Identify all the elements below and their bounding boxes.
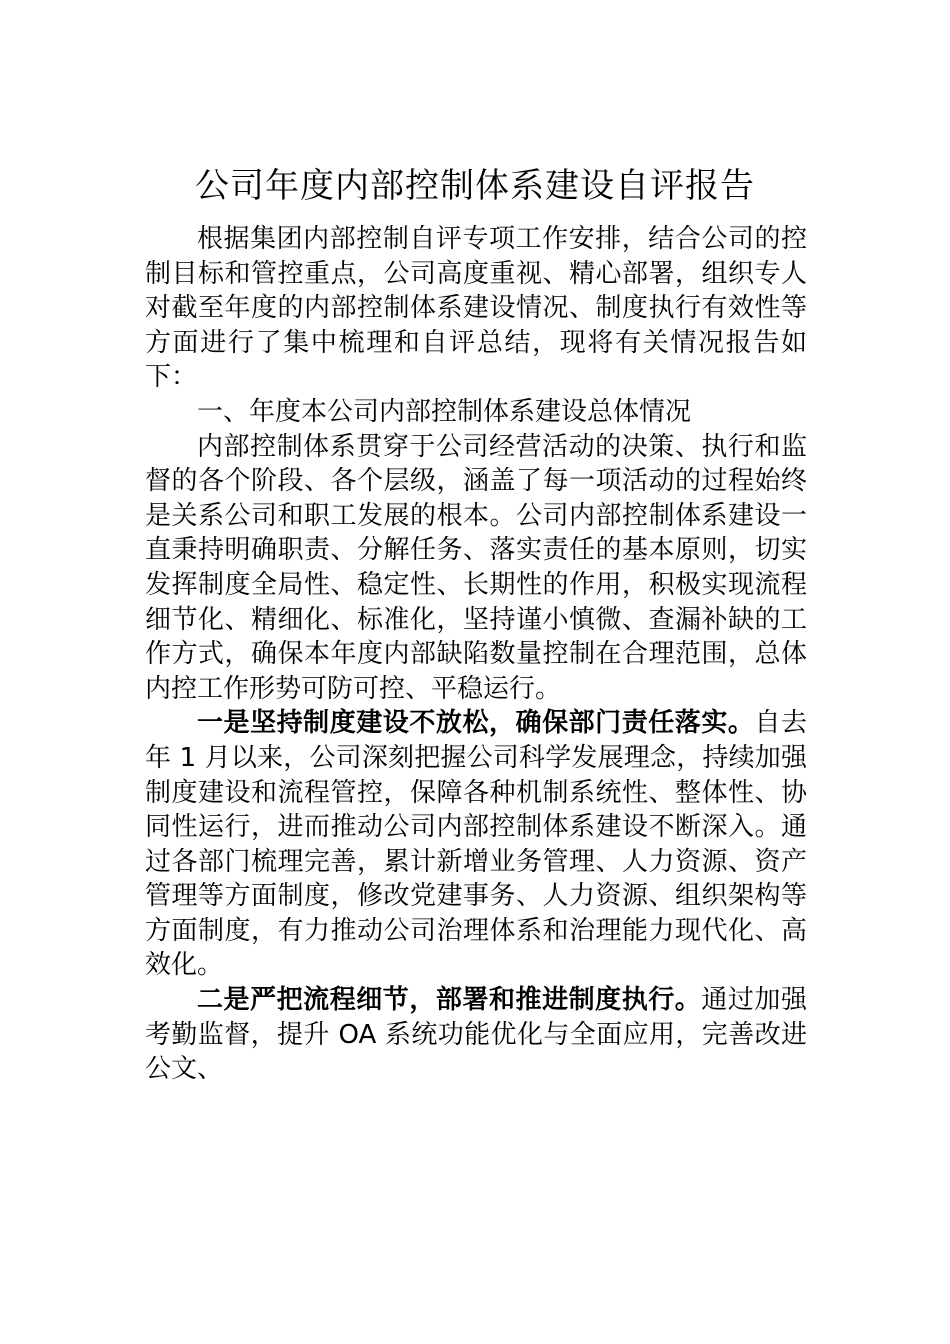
paragraph-point-1-lead: 一是坚持制度建设不放松，确保部门责任落实。 [197,708,755,739]
document-title: 公司年度内部控制体系建设自评报告 [195,166,755,206]
section-heading-1 [145,395,807,430]
paragraph-overview [145,430,807,707]
paragraph-intro-text: 根据集团内部控制自评专项工作安排，结合公司的控制目标和管控重点，公司高度重视、精心部署，组织专人对截至年度的内部控制体系建设情况、制度执行有效性等方面进行了集中梳理和自评总结，现将有关情况报告如下： [145,224,807,393]
paragraph-overview-text: 内部控制体系贯穿于公司经营活动的决策、执行和监督的各个阶段、各个层级，涵盖了每一项活动的过程始终是关系公司和职工发展的根本。公司内部控制体系建设一直秉持明确职责、分解任务、落实责任的基本原则，切实发挥制度全局性、稳定性、长期性的作用，积极实现流程细节化、精细化、标准化，坚持谨小慎微、查漏补缺的工作方式，确保本年度内部缺陷数量控制在合理范围，总体内控工作形势可防可控、平稳运行。 [145,431,807,704]
paragraph-point-2-text: 通过加强考勤监督，提升 OA 系统功能优化与全面应用，完善改进公文、 [145,985,807,1085]
document-body [145,222,807,1087]
paragraph-point-2 [145,983,807,1087]
paragraph-point-2-lead: 二是严把流程细节，部署和推进制度执行。 [197,985,702,1016]
paragraph-point-1-text: 自去年 1 月以来，公司深刻把握公司科学发展理念，持续加强制度建设和流程管控，保障各种机制系统性、整体性、协同性运行，进而推动公司内部控制体系建设不断深入。通过各部门梳理完善，累计新增业务管理、人力资源、资产管理等方面制度，修改党建事务、人力资源、组织架构等方面制度，有力推动公司治理体系和治理能力现代化、高效化。 [145,708,807,981]
paragraph-point-1 [145,706,807,983]
section-heading-1-text: 一、年度本公司内部控制体系建设总体情况 [197,396,692,427]
paragraph-intro [145,222,807,395]
